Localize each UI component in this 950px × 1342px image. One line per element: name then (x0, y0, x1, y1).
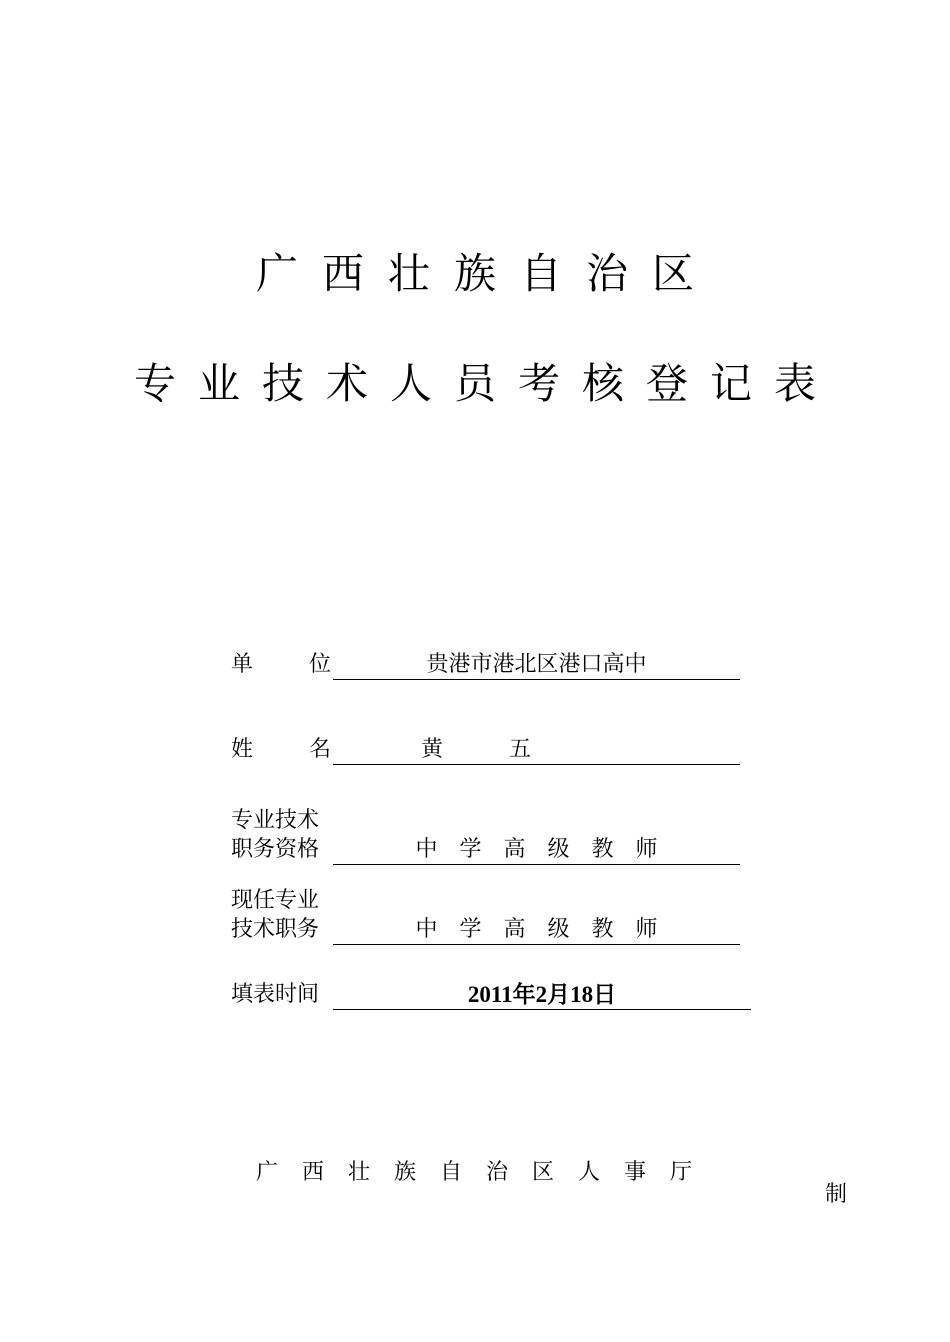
name-value: 黄五 (421, 737, 598, 762)
title-region-name: 广西壮族自治区 (255, 249, 718, 298)
unit-value: 贵港市港北区港口高中 (426, 652, 647, 677)
title-form-name: 专业技术人员考核登记表 (133, 359, 838, 408)
position-value: 中学高级教师 (415, 917, 680, 942)
issuer-made-mark: 制 (825, 1182, 848, 1207)
qualification-label-line1: 专业技术 (231, 808, 320, 833)
qualification-label-line2: 职务资格 (231, 837, 320, 862)
fill-date-label: 填表时间 (231, 982, 320, 1007)
position-label-line2: 技术职务 (231, 917, 320, 942)
qualification-value: 中学高级教师 (415, 837, 680, 862)
unit-label-text: 单位 (231, 652, 331, 677)
fill-date-field[interactable] (333, 980, 751, 1010)
fill-date-value: 2011年2月18日 (467, 982, 617, 1007)
unit-label (231, 650, 331, 680)
name-field[interactable] (333, 735, 740, 765)
qualification-field[interactable] (333, 835, 740, 865)
name-label-text: 姓名 (231, 737, 331, 762)
unit-field[interactable] (333, 650, 740, 680)
position-label-line1: 现任专业 (231, 888, 320, 913)
name-label (231, 735, 331, 765)
issuer-name: 广西壮族自治区人事厅 (256, 1160, 717, 1185)
position-field[interactable] (333, 915, 740, 945)
